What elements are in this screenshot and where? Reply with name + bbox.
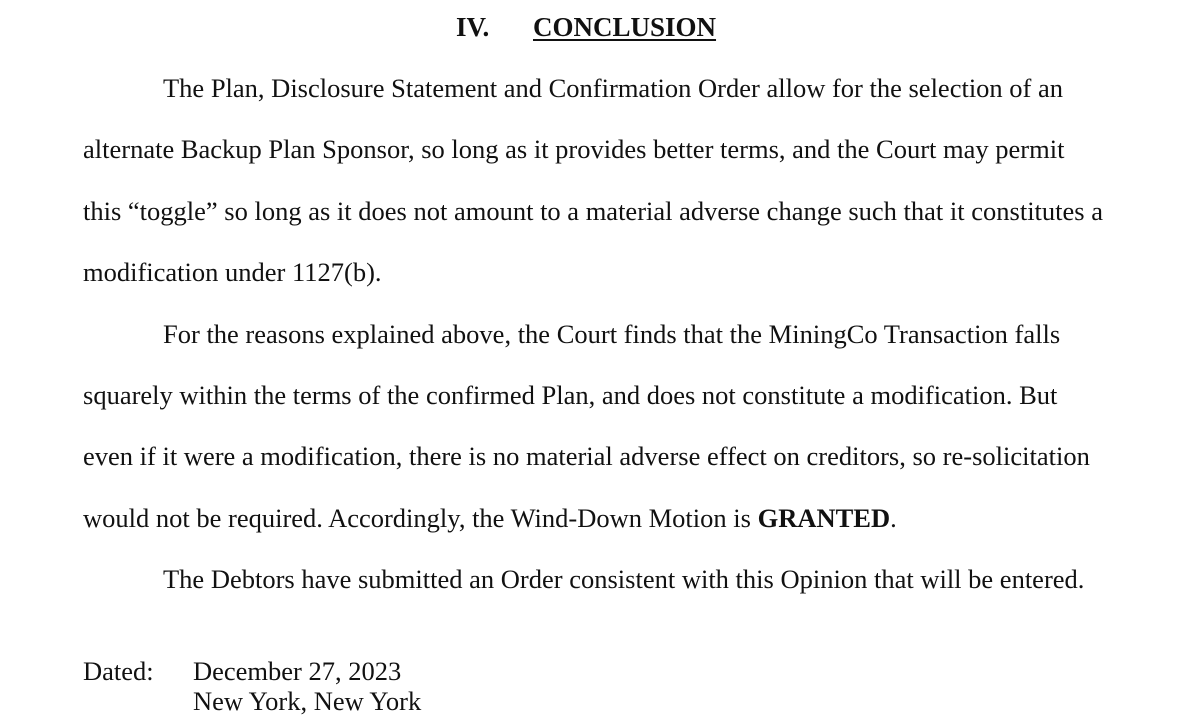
paragraph-line-ruling	[83, 502, 897, 534]
paragraph-line: this “toggle” so long as it does not amount to a material adverse change such that it constitutes a	[83, 196, 1103, 226]
dated-date: December 27, 2023	[193, 656, 402, 686]
ruling-text: would not be required. Accordingly, the Wind-Down Motion is	[83, 503, 758, 533]
paragraph-line: The Plan, Disclosure Statement and Confirmation Order allow for the selection of an	[163, 73, 1064, 103]
ruling-period: .	[890, 503, 897, 533]
section-number: IV.	[456, 12, 490, 42]
section-title: CONCLUSION	[533, 12, 717, 42]
section-heading	[0, 10, 1200, 44]
paragraph-line: alternate Backup Plan Sponsor, so long as it provides better terms, and the Court may permit	[83, 134, 1065, 164]
paragraph-line: For the reasons explained above, the Court finds that the MiningCo Transaction falls	[163, 319, 1061, 349]
ruling-granted: GRANTED	[757, 503, 891, 533]
paragraph-line: The Debtors have submitted an Order consistent with this Opinion that will be entered.	[163, 564, 1085, 594]
paragraph-line: even if it were a modification, there is no material adverse effect on creditors, so re-solicitation	[83, 441, 1090, 471]
paragraph-line: modification under 1127(b).	[83, 257, 382, 287]
dated-place: New York, New York	[193, 686, 422, 716]
dated-label: Dated:	[83, 656, 154, 686]
paragraph-line: squarely within the terms of the confirmed Plan, and does not constitute a modification. But	[83, 380, 1058, 410]
